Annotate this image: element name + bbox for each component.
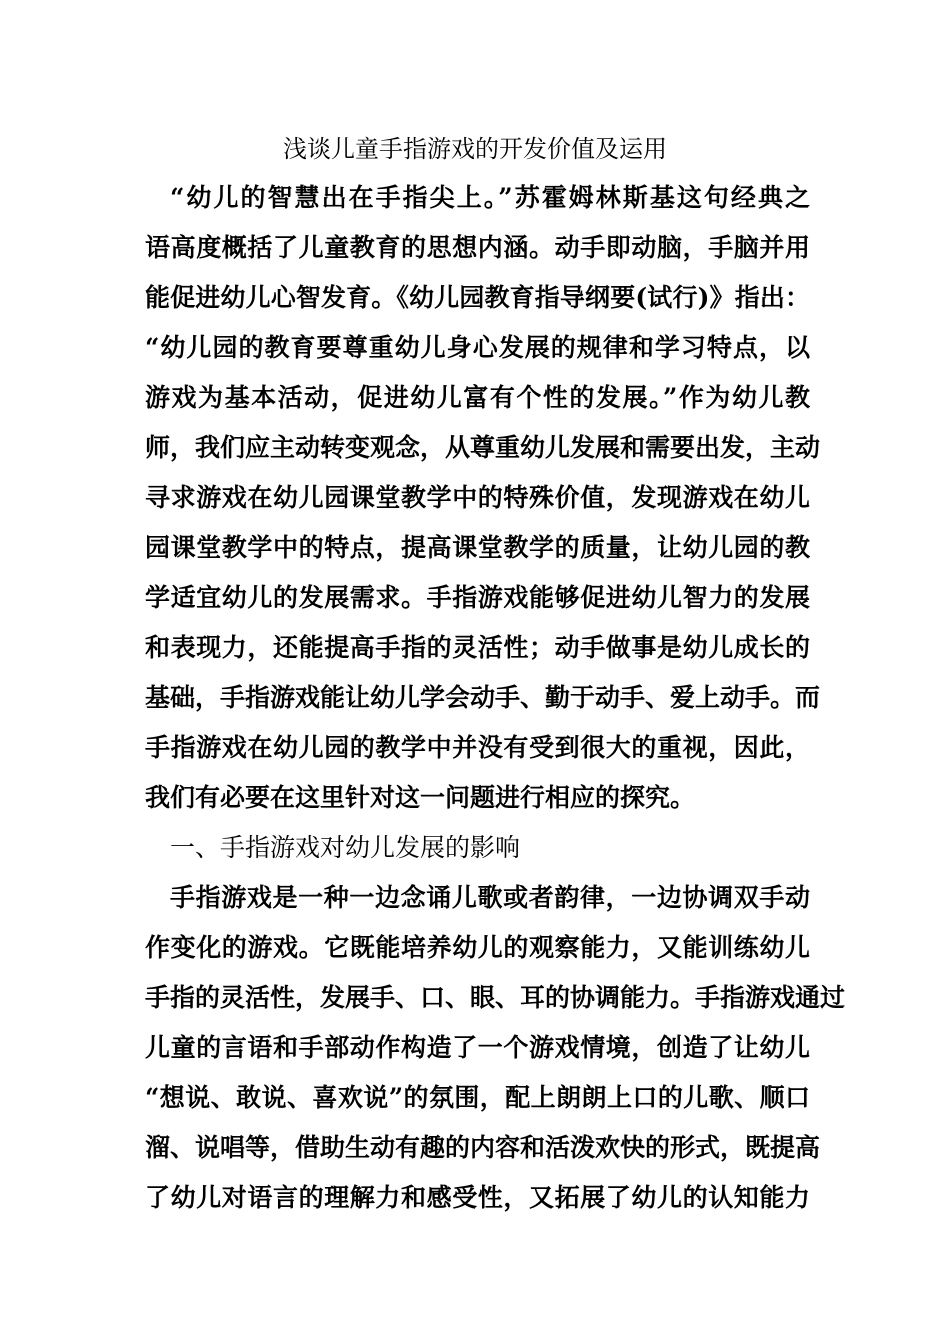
paragraph-1-line: 和表现力，还能提高手指的灵活性；动手做事是幼儿成长的 [145,633,810,662]
paragraph-2-line: 手指游戏是一种一边念诵儿歌或者韵律，一边协调双手动 [170,883,810,912]
paragraph-1-line: 能促进幼儿心智发育。《幼儿园教育指导纲要(试行)》指出： [145,283,810,312]
paragraph-1-line: 学适宜幼儿的发展需求。手指游戏能够促进幼儿智力的发展 [145,583,810,612]
paragraph-1-line: 基础，手指游戏能让幼儿学会动手、勤于动手、爱上动手。而 [145,683,821,712]
paragraph-1-line: 手指游戏在幼儿园的教学中并没有受到很大的重视，因此， [145,733,810,762]
paragraph-2-line: 作变化的游戏。它既能培养幼儿的观察能力，又能训练幼儿 [145,933,810,962]
document-title: 浅谈儿童手指游戏的开发价值及运用 [283,135,667,163]
paragraph-2-line: 儿童的言语和手部动作构造了一个游戏情境，创造了让幼儿 [145,1033,810,1062]
paragraph-2-line: 溜、说唱等，借助生动有趣的内容和活泼欢快的形式，既提高 [145,1133,821,1162]
section-1-heading: 一、手指游戏对幼儿发展的影响 [170,833,521,862]
paragraph-1-line: 游戏为基本活动，促进幼儿富有个性的发展。”作为幼儿教 [145,383,810,412]
paragraph-1-line: “幼儿园的教育要尊重幼儿身心发展的规律和学习特点，以 [145,333,810,362]
paragraph-1-line: 师，我们应主动转变观念，从尊重幼儿发展和需要出发，主动 [145,433,821,462]
paragraph-2-line: 手指的灵活性，发展手、口、眼、耳的协调能力。手指游戏通过 [145,983,846,1012]
paragraph-2-line: 了幼儿对语言的理解力和感受性，又拓展了幼儿的认知能力 [145,1183,810,1212]
paragraph-1-line: 语高度概括了儿童教育的思想内涵。动手即动脑，手脑并用 [145,233,810,262]
paragraph-1-line: 园课堂教学中的特点，提高课堂教学的质量，让幼儿园的教 [145,533,810,562]
paragraph-1-line: “幼儿的智慧出在手指尖上。”苏霍姆林斯基这句经典之 [170,183,810,212]
paragraph-2-line: “想说、敢说、喜欢说”的氛围，配上朗朗上口的儿歌、顺口 [145,1083,810,1112]
paragraph-1-line: 我们有必要在这里针对这一问题进行相应的探究。 [145,783,696,812]
paragraph-1-line: 寻求游戏在幼儿园课堂教学中的特殊价值，发现游戏在幼儿 [145,483,810,512]
